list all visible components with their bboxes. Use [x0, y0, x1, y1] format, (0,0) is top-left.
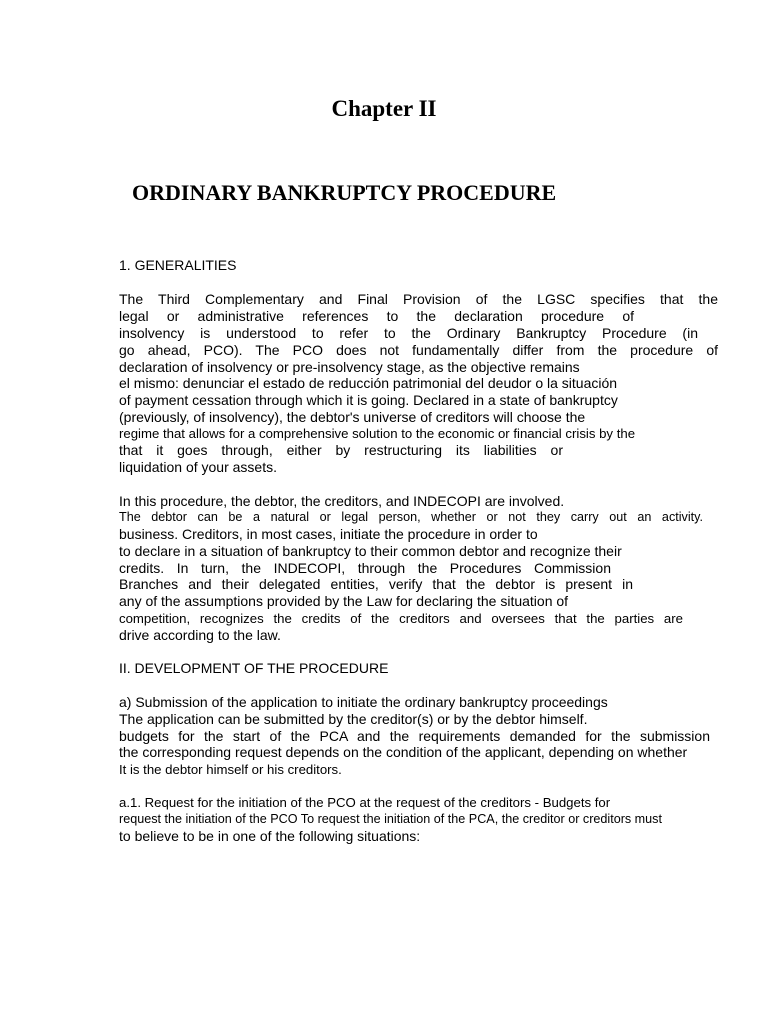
paragraph-line: In this procedure, the debtor, the creditors, and INDECOPI are involved. [119, 493, 565, 509]
paragraph-line: insolvency is understood to refer to the Ordinary Bankruptcy Procedure (in [119, 325, 698, 341]
paragraph-line: Branches and their delegated entities, verify that the debtor is present in [119, 576, 633, 592]
paragraph-line: to believe to be in one of the following situations: [119, 828, 421, 844]
paragraph-line: business. Creditors, in most cases, initiate the procedure in order to [119, 526, 538, 542]
paragraph-line: go ahead, PCO). The PCO does not fundamentally differ from the procedure of [119, 342, 718, 358]
paragraph-line: liquidation of your assets. [119, 459, 277, 475]
paragraph-line: a) Submission of the application to initiate the ordinary bankruptcy proceedings [119, 694, 608, 710]
paragraph-line: drive according to the law. [119, 627, 281, 643]
paragraph-line: that it goes through, either by restructuring its liabilities or [119, 442, 563, 458]
paragraph-line: credits. In turn, the INDECOPI, through the Procedures Commission [119, 560, 611, 576]
section-heading-development: II. DEVELOPMENT OF THE PROCEDURE [119, 660, 389, 676]
paragraph-line: The debtor can be a natural or legal person, whether or not they carry out an activity. [119, 510, 703, 524]
paragraph-line: regime that allows for a comprehensive solution to the economic or financial crisis by the [119, 426, 636, 441]
paragraph-line: legal or administrative references to the declaration procedure of [119, 308, 634, 324]
paragraph-line: The Third Complementary and Final Provision of the LGSC specifies that the [119, 291, 718, 307]
paragraph-line: of payment cessation through which it is going. Declared in a state of bankruptcy [119, 392, 618, 408]
document-title: ORDINARY BANKRUPTCY PROCEDURE [132, 180, 557, 205]
paragraph-line: el mismo: denunciar el estado de reducción patrimonial del deudor o la situación [119, 375, 618, 391]
paragraph-line: budgets for the start of the PCA and the requirements demanded for the submission [119, 728, 710, 744]
paragraph-line: the corresponding request depends on the condition of the applicant, depending on whether [119, 744, 688, 760]
paragraph-line: declaration of insolvency or pre-insolvency stage, as the objective remains [119, 359, 580, 375]
paragraph-line: request the initiation of the PCO To request the initiation of the PCA, the creditor or creditors must [119, 812, 662, 826]
paragraph-line: The application can be submitted by the creditor(s) or by the debtor himself. [119, 711, 588, 727]
section-heading-generalities: 1. GENERALITIES [119, 257, 237, 273]
paragraph-line: (previously, of insolvency), the debtor's universe of creditors will choose the [119, 409, 586, 425]
paragraph-line: competition, recognizes the credits of the creditors and oversees that the parties are [119, 611, 683, 626]
paragraph-line: any of the assumptions provided by the Law for declaring the situation of [119, 593, 569, 609]
chapter-heading: Chapter II [331, 96, 437, 121]
paragraph-line: It is the debtor himself or his creditors. [119, 762, 342, 777]
paragraph-line: a.1. Request for the initiation of the PCO at the request of the creditors - Budgets for [119, 795, 611, 810]
paragraph-line: to declare in a situation of bankruptcy to their common debtor and recognize their [119, 543, 622, 559]
